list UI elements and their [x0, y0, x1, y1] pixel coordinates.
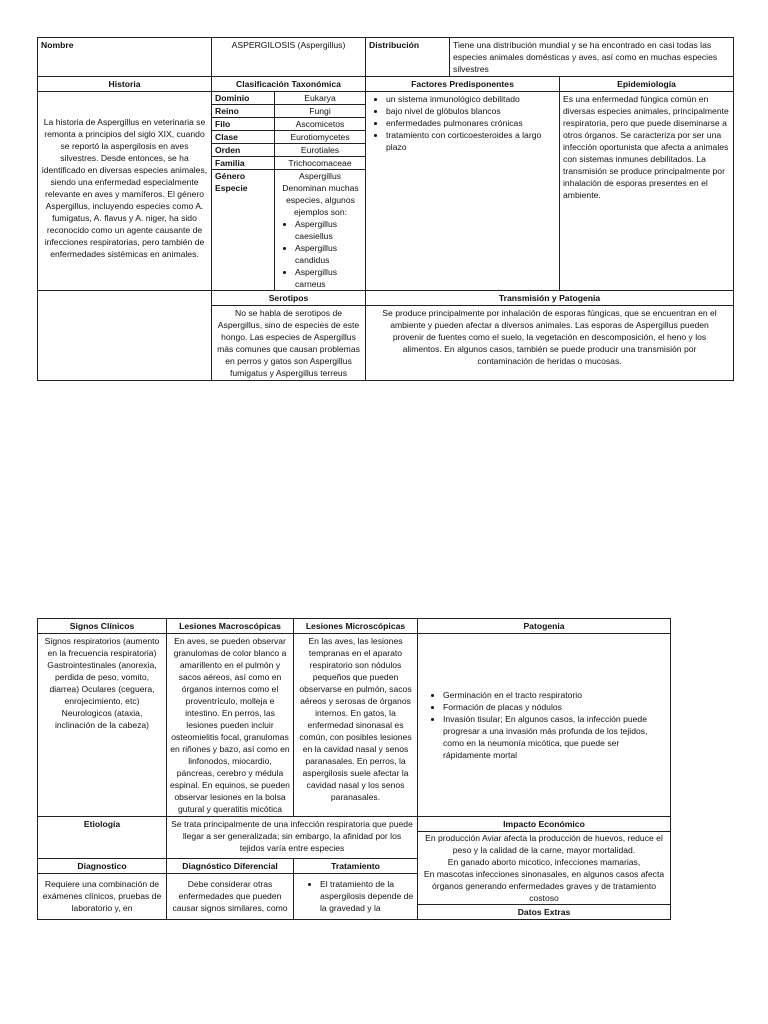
taxonomy-value: Fungi	[275, 105, 366, 118]
transmision-text: Se produce principalmente por inhalación de esporas fúngicas, que se encuentran en el ambiente y pueden afectar a diversos animales. Las esporas de Aspergillus pueden provenir de fuentes como el suelo, la vegetación en descomposición, el heno y los alimentos. En algunos casos, también se puede producir una transmisión por contaminación de heridas o mucosas.	[366, 306, 734, 381]
clasificacion-header: Clasificación Taxonómica	[212, 77, 366, 92]
tratamiento-cell	[294, 859, 418, 920]
especie-item: • Aspergillus candidus	[295, 242, 363, 266]
patogenia-item: • Invasión tisular; En algunos casos, la infección puede progresar a una invasión más profunda de los tejidos, como en la neumonía micótica, que puede ser rápidamente mortal	[443, 713, 667, 761]
datos-extras-header: Datos Extras	[418, 904, 670, 919]
etiologia-header: Etiología	[38, 817, 167, 859]
taxonomy-value: Eukarya	[275, 92, 366, 105]
diagnostico-header: Diagnostico	[38, 859, 166, 874]
tratamiento-list	[294, 874, 417, 914]
taxonomy-row	[212, 170, 365, 183]
impacto-cell	[418, 817, 671, 920]
impacto-text-2: En ganado aborto micotico, infecciones mamarias,	[447, 857, 641, 867]
factor-item: • un sistema inmunológico debilitado	[386, 93, 556, 105]
patogenia-list	[426, 689, 667, 761]
taxonomy-value: Trichocomaceae	[275, 157, 366, 170]
diag-dif-header: Diagnóstico Diferencial	[167, 859, 293, 874]
taxonomy-table	[212, 92, 365, 290]
signos-header: Signos Clínicos	[38, 619, 167, 634]
especie-item: • Aspergillus caesiellus	[295, 218, 363, 242]
especie-intro: Denominan muchas especies, algunos ejemplos son:	[282, 183, 359, 217]
especie-cell	[275, 182, 366, 290]
tratamiento-text: • El tratamiento de la aspergilosis depende de la gravedad y la	[320, 878, 414, 914]
summary-table-1	[37, 37, 734, 381]
taxonomy-rank: Género	[212, 170, 275, 183]
impacto-text-1: En producción Aviar afecta la producción de huevos, reduce el peso y la calidad de la carne, mayor mortalidad.	[425, 833, 663, 855]
micro-text: En las aves, las lesiones tempranas en el aparato respiratorio son nódulos pequeños que pueden observarse en pulmón, sacos aéreos y serosas de órganos internos. En gatos, la enfermedad sinonasal es común, con posibles lesiones en la cavidad nasal y senos paranasales. En perros, la aspergilosis suele afectar la cavidad nasal y los senos paranasales.	[294, 634, 418, 817]
taxonomy-row	[212, 157, 365, 170]
taxonomy-rank: Filo	[212, 118, 275, 131]
diagnostico-cell	[38, 859, 167, 920]
especie-label: Especie	[212, 182, 275, 290]
taxonomy-value: Eurotiales	[275, 144, 366, 157]
taxonomy-value: Aspergillus	[275, 170, 366, 183]
taxonomy-row	[212, 105, 365, 118]
nombre-value: ASPERGILOSIS (Aspergillus)	[212, 38, 366, 77]
taxonomy-row	[212, 118, 365, 131]
taxonomy-value: Eurotiomycetes	[275, 131, 366, 144]
epidemiologia-text: Es una enfermedad fúngica común en diversas especies animales, principalmente respiratoria, pero que puede diseminarse a otros órganos. Se caracteriza por ser una infección oportunista que afecta a animales con sistemas inmunes debilitados. La transmisión se produce principalmente por inhalación de esporas presentes en el ambiente.	[560, 92, 734, 291]
impacto-header: Impacto Económico	[418, 817, 670, 832]
taxonomy-row	[212, 92, 365, 105]
historia-text: La historia de Aspergillus en veterinaria se remonta a principios del siglo XIX, cuando se reportó la aspergilosis en aves silvestres. Desde entonces, se ha identificado en diversas especies animales, siendo una enfermedad especialmente relevante en aves y mamíferos. El género Aspergillus, incluyendo especies como A. fumigatus, A. flavus y A. niger, ha sido reconocido como un agente causante de infecciones respiratorias, pero también de enfermedades sistémicas en animales.	[38, 92, 212, 291]
especie-item: • Aspergillus carneus	[295, 266, 363, 290]
patogenia-header: Patogenia	[418, 619, 671, 634]
factores-header: Factores Predisponentes	[366, 77, 560, 92]
historia-blank	[38, 291, 212, 381]
diagnostico-text: Requiere una combinación de exámenes clínicos, pruebas de laboratorio y, en	[42, 879, 162, 914]
nombre-label: Nombre	[38, 38, 212, 77]
summary-table-2	[37, 618, 671, 920]
factor-item: • bajo nivel de glóbulos blancos	[386, 105, 556, 117]
serotipos-text: No se habla de serotipos de Aspergillus, sino de especies de este hongo. Las especies de Aspergillus más comunes que causan problemas en perros y gatos son Aspergillus fumigatus y Aspergillus terreus	[212, 306, 366, 381]
historia-header: Historia	[38, 77, 212, 92]
factor-item: • tratamiento con corticoesteroides a largo plazo	[386, 129, 556, 153]
taxonomy-row	[212, 131, 365, 144]
factor-item: • enfermedades pulmonares crónicas	[386, 117, 556, 129]
taxonomy-rank: Clase	[212, 131, 275, 144]
taxonomy-rank: Familia	[212, 157, 275, 170]
taxonomy-cell	[212, 92, 366, 291]
taxonomy-rank: Dominio	[212, 92, 275, 105]
signos-text: Signos respiratorios (aumento en la frecuencia respiratoria) Gastrointestinales (anorexia, perdida de peso, vomito, diarrea) Oculares (ceguera, enrojecimiento, etc) Neurologicos (ataxia, inclinación de la cabeza)	[38, 634, 167, 817]
taxonomy-rank: Reino	[212, 105, 275, 118]
epidemiologia-header: Epidemiología	[560, 77, 734, 92]
tratamiento-header: Tratamiento	[294, 859, 417, 874]
etiologia-text: Se trata principalmente de una infección respiratoria que puede llegar a ser generalizada; sin embargo, la afinidad por los tejidos varía entre especies	[167, 817, 418, 859]
taxonomy-rank: Orden	[212, 144, 275, 157]
patogenia-item: • Formación de placas y nódulos	[443, 701, 667, 713]
serotipos-header: Serotipos	[212, 291, 366, 306]
distribucion-value: Tiene una distribución mundial y se ha encontrado en casi todas las especies animales domésticas y aves, así como en muchas especies silvestres	[450, 38, 734, 77]
macro-text: En aves, se pueden observar granulomas de color blanco a amarillento en el pulmón y sacos aéreos, así como en órganos internos como el proventrículo, molleja e intestino. En perros, las lesiones pueden incluir osteomielitis focal, granulomas en riñones y bazo, así como en linfonodos, miocardio, páncreas, cerebro y médula espinal. En equinos, se pueden observar lesiones en la bolsa gutural y queratitis micótica	[167, 634, 294, 817]
factores-cell	[366, 92, 560, 291]
patogenia-item: • Germinación en el tracto respiratorio	[443, 689, 667, 701]
diag-dif-text: Debe considerar otras enfermedades que pueden causar signos similares, como	[172, 879, 288, 914]
macro-header: Lesiones Macroscópicas	[167, 619, 294, 634]
distribucion-label: Distribución	[366, 38, 450, 77]
micro-header: Lesiones Microscópicas	[294, 619, 418, 634]
diag-dif-cell	[167, 859, 294, 920]
transmision-header: Transmisión y Patogenia	[366, 291, 734, 306]
patogenia-cell	[418, 634, 671, 817]
impacto-text-3: En mascotas infecciones sinonasales, en algunos casos afecta órganos generando enfermedades graves y de tratamiento costoso	[423, 869, 665, 903]
factores-list	[369, 93, 556, 153]
especie-list	[278, 218, 363, 290]
taxonomy-row	[212, 144, 365, 157]
taxonomy-value: Ascomicetos	[275, 118, 366, 131]
